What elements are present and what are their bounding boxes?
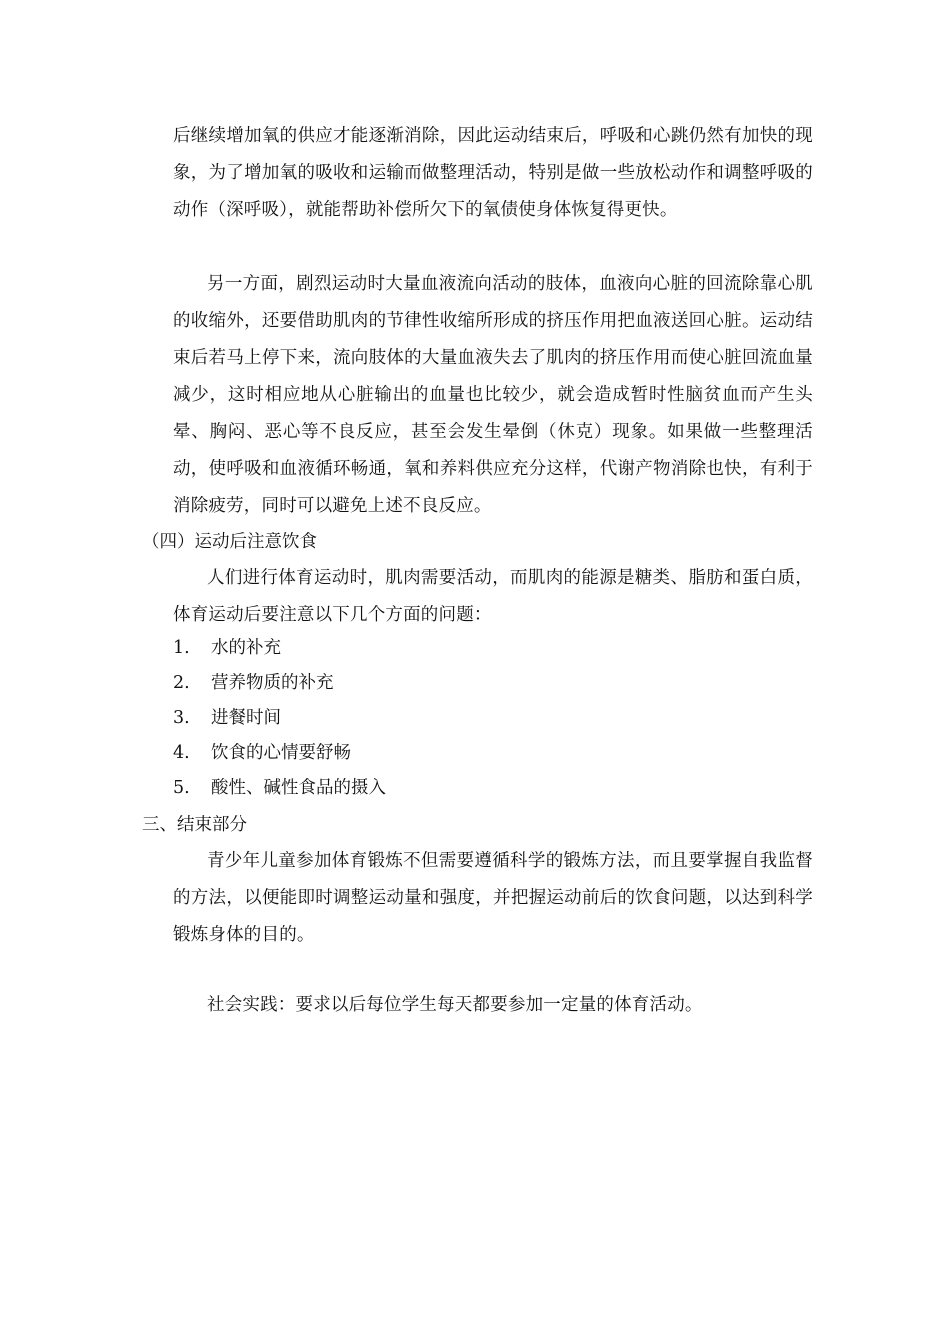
list-item	[173, 770, 386, 807]
list-item-text: 营养物质的补充	[211, 673, 334, 693]
list-item-number: 4.	[173, 743, 190, 763]
list-item	[173, 700, 281, 737]
heading-conclusion: 三、结束部分	[142, 815, 247, 835]
list-item	[173, 735, 351, 772]
list-item-number: 2.	[173, 673, 190, 693]
paragraph-oxygen-debt: 后继续增加氧的供应才能逐渐消除，因此运动结束后，呼吸和心跳仍然有加快的现象，为了增加氧的吸收和运输而做整理活动，特别是做一些放松动作和调整呼吸的动作（深呼吸），就能帮助补偿所欠下的氧债使身体恢复得更快。	[173, 126, 813, 220]
list-item-number: 1.	[173, 638, 190, 658]
paragraph-social-practice: 社会实践：要求以后每位学生每天都要参加一定量的体育活动。	[207, 995, 703, 1015]
paragraph-conclusion: 青少年儿童参加体育锻炼不但需要遵循科学的锻炼方法，而且要掌握自我监督的方法，以便能即时调整运动量和强度，并把握运动前后的饮食问题，以达到科学锻炼身体的目的。	[173, 851, 813, 945]
heading-diet-after-exercise: （四）运动后注意饮食	[142, 532, 317, 552]
list-item-text: 进餐时间	[211, 708, 281, 728]
list-item-text: 水的补充	[211, 638, 281, 658]
list-item	[173, 665, 334, 702]
paragraph-blood-circulation: 另一方面，剧烈运动时大量血液流向活动的肢体，血液向心脏的回流除靠心肌的收缩外，还要借助肌肉的节律性收缩所形成的挤压作用把血液送回心脏。运动结束后若马上停下来，流向肢体的大量血液失去了肌肉的挤压作用而使心脏回流血量减少，这时相应地从心脏输出的血量也比较少，就会造成暂时性脑贫血而产生头晕、胸闷、恶心等不良反应，甚至会发生晕倒（休克）现象。如果做一些整理活动，使呼吸和血液循环畅通，氧和养料供应充分这样，代谢产物消除也快，有利于消除疲劳，同时可以避免上述不良反应。	[173, 274, 813, 516]
list-item-number: 3.	[173, 708, 190, 728]
paragraph-diet-intro: 人们进行体育运动时，肌肉需要活动，而肌肉的能源是糖类、脂肪和蛋白质，体育运动后要注意以下几个方面的问题：	[173, 568, 813, 625]
list-item-number: 5.	[173, 778, 190, 798]
list-item-text: 酸性、碱性食品的摄入	[211, 778, 386, 798]
list-item-text: 饮食的心情要舒畅	[211, 743, 351, 763]
list-item	[173, 630, 281, 667]
